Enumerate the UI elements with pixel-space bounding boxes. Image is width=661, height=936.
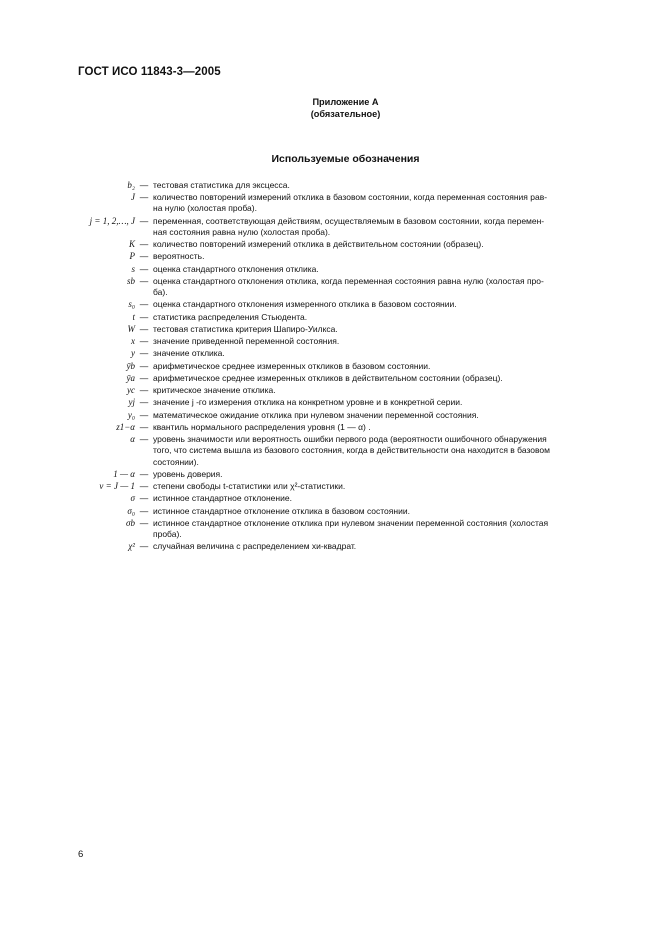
definition-symbol: yj: [128, 397, 135, 408]
definition-text: [153, 216, 618, 238]
definition-dash: —: [139, 192, 149, 203]
definition-symbol: ȳb: [126, 360, 135, 371]
definition-row: [78, 192, 618, 214]
definition-dash: —: [139, 360, 149, 371]
definition-dash: —: [139, 505, 149, 516]
definition-text: [153, 410, 618, 421]
definition-dash: —: [139, 481, 149, 492]
definition-dash: —: [139, 434, 149, 445]
definition-symbol: P: [129, 251, 135, 262]
definition-row: [78, 397, 618, 408]
definition-line: ба).: [153, 287, 168, 298]
definition-line: состоянии).: [153, 456, 199, 467]
definition-row: [78, 493, 618, 504]
definition-text: [153, 422, 618, 433]
definition-row: [78, 276, 618, 298]
definition-line: ная состояния равна нулю (холостая проба).: [153, 226, 331, 237]
definition-text: [153, 251, 618, 262]
definition-line: критическое значение отклика.: [153, 385, 276, 396]
definition-line: значение приведенной переменной состояния.: [153, 336, 340, 347]
definition-row: [78, 541, 618, 552]
section-title: [0, 153, 661, 165]
definition-text: [153, 348, 618, 359]
definition-text: [153, 397, 618, 408]
definition-row: [78, 180, 618, 191]
definition-row: [78, 518, 618, 540]
definition-dash: —: [139, 215, 149, 226]
definition-text: [153, 493, 618, 504]
definition-dash: —: [139, 263, 149, 274]
definition-line: переменная, соответствующая действиям, осуществляемым в базовом состоянии, когда перемен-: [153, 215, 545, 226]
definition-row: [78, 239, 618, 250]
definition-line: истинное стандартное отклонение отклика в базовом состоянии.: [153, 505, 410, 516]
definition-dash: —: [139, 409, 149, 420]
definition-row: [78, 216, 618, 238]
definition-line: значение j -го измерения отклика на конкретном уровне и в конкретной серии.: [153, 397, 463, 408]
definition-dash: —: [139, 180, 149, 190]
definition-symbol: α: [130, 434, 135, 445]
definition-line: на нулю (холостая проба).: [153, 203, 257, 214]
definition-line: уровень значимости или вероятность ошибки первого рода (вероятности ошибочного обнаружения: [153, 434, 547, 445]
definition-symbol: W: [127, 323, 135, 334]
definition-dash: —: [139, 299, 149, 310]
definition-dash: —: [139, 348, 149, 359]
definition-row: [78, 506, 618, 517]
definition-symbol: 1 — α: [113, 468, 135, 479]
definition-dash: —: [139, 311, 149, 322]
definition-line: истинное стандартное отклонение.: [153, 493, 292, 504]
definition-symbol: t: [132, 311, 135, 322]
definition-symbol: ν = J — 1: [99, 481, 135, 492]
definition-text: [153, 541, 618, 552]
definition-dash: —: [139, 323, 149, 334]
definition-text: [153, 312, 618, 323]
definition-dash: —: [139, 541, 149, 552]
definition-text: [153, 192, 618, 214]
page-number: 6: [78, 849, 84, 860]
definition-symbol: K: [128, 239, 135, 250]
definition-text: [153, 180, 618, 191]
definition-text: [153, 373, 618, 384]
definition-row: [78, 481, 618, 492]
definition-text: [153, 239, 618, 250]
definition-row: [78, 434, 618, 468]
definition-line: значение отклика.: [153, 348, 225, 359]
definition-dash: —: [139, 275, 149, 286]
definition-row: [78, 410, 618, 421]
definition-dash: —: [139, 517, 149, 528]
definition-symbol: sb: [126, 275, 135, 286]
definition-text: [153, 276, 618, 298]
definition-symbol: σ₀: [127, 505, 135, 516]
definition-line: тестовая статистика критерия Шапиро-Уилкса.: [153, 323, 338, 334]
definition-line: вероятность.: [153, 251, 205, 262]
appendix-title: Приложение А: [312, 97, 379, 107]
definition-line: оценка стандартного отклонения измеренного отклика в базовом состоянии.: [153, 299, 457, 310]
definition-dash: —: [139, 421, 149, 432]
definition-line: оценка стандартного отклонения отклика.: [153, 263, 319, 274]
definition-line: статистика распределения Стьюдента.: [153, 311, 308, 322]
definition-line: количество повторений измерений отклика в базовом состоянии, когда переменная состояния рав-: [153, 192, 548, 203]
definition-symbol: y: [131, 348, 135, 359]
definition-text: [153, 506, 618, 517]
definition-symbol: J: [131, 192, 135, 203]
definition-line: арифметическое среднее измеренных откликов в базовом состоянии.: [153, 360, 431, 371]
definition-row: [78, 361, 618, 372]
definition-text: [153, 434, 618, 468]
definition-line: проба).: [153, 528, 182, 539]
definition-text: [153, 385, 618, 396]
definition-row: [78, 469, 618, 480]
definition-symbol: z1−α: [116, 421, 135, 432]
definition-row: [78, 385, 618, 396]
definition-symbol: yc: [127, 385, 135, 396]
definition-row: [78, 299, 618, 310]
definition-line: случайная величина с распределением хи-квадрат.: [153, 541, 357, 552]
definition-symbol: s: [131, 263, 135, 274]
definition-line: того, что система вышла из базового состояния, когда в действительности она находится в базовом: [153, 445, 550, 456]
definition-dash: —: [139, 385, 149, 396]
definition-text: [153, 469, 618, 480]
definition-symbol: σ: [130, 493, 135, 504]
appendix-heading: [0, 96, 661, 120]
definition-row: [78, 251, 618, 262]
definition-text: [153, 264, 618, 275]
definition-symbol: x: [131, 336, 135, 347]
document-header: ГОСТ ИСО 11843-3—2005: [78, 66, 221, 78]
definition-row: [78, 312, 618, 323]
definition-symbol: ȳa: [126, 372, 135, 383]
definition-dash: —: [139, 372, 149, 383]
definition-text: [153, 324, 618, 335]
definition-row: [78, 422, 618, 433]
definition-row: [78, 324, 618, 335]
definition-text: [153, 481, 618, 492]
definition-row: [78, 264, 618, 275]
definition-line: количество повторений измерений отклика в действительном состоянии (образец).: [153, 239, 484, 250]
definition-text: [153, 361, 618, 372]
definition-line: оценка стандартного отклонения отклика, когда переменная состояния равна нулю (холостая про-: [153, 275, 544, 286]
definition-dash: —: [139, 251, 149, 262]
definition-text: [153, 518, 618, 540]
definition-line: уровень доверия.: [153, 468, 223, 479]
definition-symbol: χ²: [128, 541, 135, 552]
definition-line: математическое ожидание отклика при нулевом значении переменной состояния.: [153, 409, 479, 420]
section-title-text: Используемые обозначения: [271, 153, 420, 165]
definition-row: [78, 373, 618, 384]
definition-row: [78, 336, 618, 347]
definition-dash: —: [139, 397, 149, 408]
definition-line: тестовая статистика для эксцесса.: [153, 180, 290, 190]
appendix-subtitle: (обязательное): [310, 109, 381, 119]
definition-dash: —: [139, 468, 149, 479]
definition-text: [153, 336, 618, 347]
definition-symbol: j = 1, 2,…, J: [89, 215, 135, 226]
definition-symbol: s₀: [128, 299, 135, 310]
definition-line: истинное стандартное отклонение отклика при нулевом значении переменной состояния (холостая: [153, 517, 549, 528]
definition-symbol: σb: [126, 517, 135, 528]
definition-text: [153, 299, 618, 310]
definition-row: [78, 348, 618, 359]
definition-line: степени свободы t-статистики или χ²-статистики.: [153, 481, 346, 492]
definition-dash: —: [139, 336, 149, 347]
definition-symbol: b₂: [127, 180, 135, 190]
definitions-list: [78, 180, 618, 553]
definition-line: квантиль нормального распределения уровня (1 — α) .: [153, 421, 371, 432]
definition-dash: —: [139, 493, 149, 504]
definition-dash: —: [139, 239, 149, 250]
definition-symbol: y₀: [127, 409, 135, 420]
definition-line: арифметическое среднее измеренных откликов в действительном состоянии (образец).: [153, 372, 503, 383]
